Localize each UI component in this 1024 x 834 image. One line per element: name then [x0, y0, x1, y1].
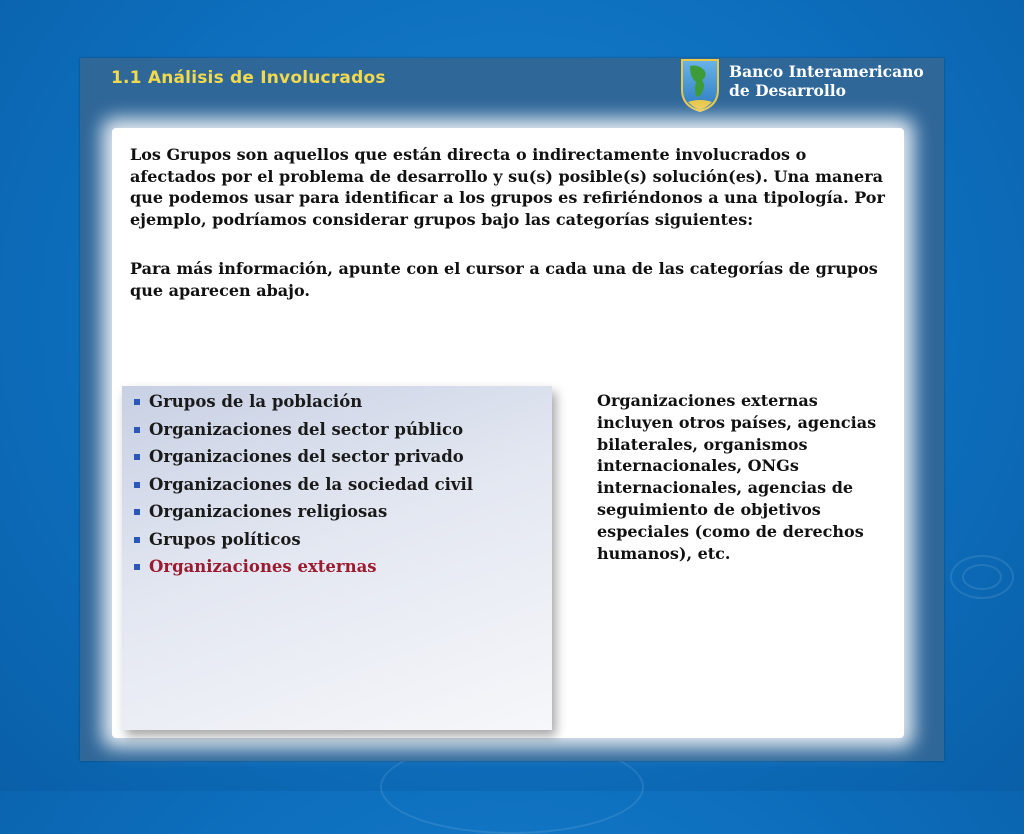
category-description: Organizaciones externas incluyen otros países, agencias bilaterales, organismos internacionales, ONGs internacionales, agencias de seguimiento de objetivos especiales (como de derechos humanos), etc. — [597, 391, 877, 563]
category-item-externas[interactable] — [132, 553, 473, 581]
category-item-politicos[interactable] — [132, 526, 473, 554]
category-item-sector-publico[interactable] — [132, 416, 473, 444]
idb-logo — [680, 58, 940, 116]
logo-text — [729, 62, 924, 100]
bullet-icon — [134, 482, 140, 488]
bullet-icon — [134, 537, 140, 543]
intro-paragraph: Los Grupos son aquellos que están directa o indirectamente involucrados o afectados por el problema de desarrollo y su(s) posible(s) solución(es). Una manera que podemos usar para identificar a los grupos es refiriéndonos a una tipología. Por ejemplo, podríamos considerar grupos bajo las categorías siguientes: — [130, 145, 885, 229]
bullet-icon — [134, 509, 140, 515]
slide — [80, 58, 944, 761]
category-label: Grupos políticos — [149, 529, 301, 549]
bullet-icon — [134, 564, 140, 570]
category-label: Organizaciones del sector público — [149, 419, 464, 439]
bullet-icon — [134, 454, 140, 460]
category-item-poblacion[interactable] — [132, 388, 473, 416]
logo-line-2: de Desarrollo — [729, 81, 846, 100]
slide-title: 1.1 Análisis de Involucrados — [111, 68, 386, 88]
logo-line-1: Banco Interamericano — [729, 62, 924, 81]
bullet-icon — [134, 399, 140, 405]
category-label: Organizaciones de la sociedad civil — [149, 474, 474, 494]
category-item-sector-privado[interactable] — [132, 443, 473, 471]
idb-shield-icon — [680, 58, 720, 112]
category-label: Grupos de la población — [149, 392, 363, 411]
category-label: Organizaciones externas — [149, 557, 377, 576]
category-label: Organizaciones del sector privado — [149, 447, 464, 466]
content-card — [112, 128, 904, 738]
instruction-paragraph: Para más información, apunte con el cursor a cada una de las categorías de grupos que aparecen abajo. — [130, 259, 878, 300]
category-item-sociedad-civil[interactable] — [132, 471, 473, 499]
category-label: Organizaciones religiosas — [149, 502, 388, 521]
category-item-religiosas[interactable] — [132, 498, 473, 526]
bullet-icon — [134, 427, 140, 433]
ripple-decoration — [962, 564, 1002, 590]
category-list — [132, 388, 473, 581]
category-list-panel — [122, 386, 552, 730]
